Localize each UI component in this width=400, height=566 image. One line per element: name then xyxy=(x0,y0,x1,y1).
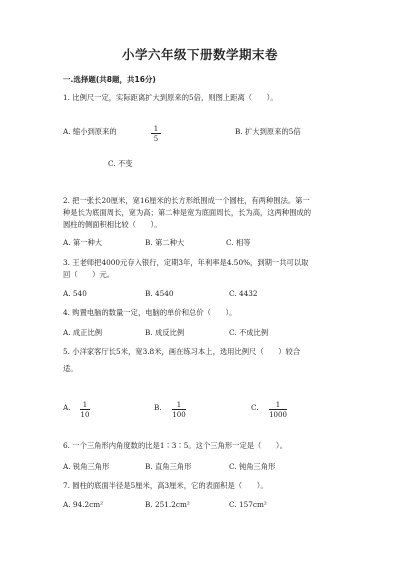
question-2-option-b: B. 第二种大 xyxy=(145,238,185,247)
question-4-option-b: B. 成反比例 xyxy=(145,328,185,337)
question-2-option-c: C. 相等 xyxy=(226,238,251,247)
question-4-option-c: C. 不成比例 xyxy=(229,328,269,337)
question-7-option-b: B. 251.2cm² xyxy=(145,500,190,509)
question-6-option-a: A. 锐角三角形 xyxy=(63,462,110,471)
question-3-stem-line-2: 回（ ）元。 xyxy=(63,270,115,279)
page-title: 小学六年级下册数学期末卷 xyxy=(121,47,278,62)
question-2-stem-line-1: 2. 把一张长20厘米，宽16厘米的长方形纸围成一个圆柱，有两种围法。第一 xyxy=(63,196,310,205)
question-3-option-c: C. 4432 xyxy=(229,289,258,298)
question-5-option-c: C. xyxy=(251,403,259,412)
question-2-option-a: A. 第一种大 xyxy=(63,238,103,247)
question-5-stem-line-2: 适。 xyxy=(63,364,78,373)
question-5-fraction-a: $\frac{1}{10}$ xyxy=(80,401,90,419)
question-2-stem-line-2: 种是长为底面周长，宽为高；第二种是宽为底面周长，长为高，这两种围成的 xyxy=(63,208,312,217)
section-heading: 一.选择题(共8题，共16分) xyxy=(63,75,156,84)
question-5-option-a: A. xyxy=(63,403,71,412)
question-1-option-b: B. 扩大到原来的5倍 xyxy=(235,127,301,136)
question-7-option-a: A. 94.2cm² xyxy=(63,500,104,509)
question-6-stem: 6. 一个三角形内角度数的比是1∶3∶5。这个三角形一定是（ ）。 xyxy=(63,441,287,450)
question-4-stem: 4. 购置电脑的数量一定，电脑的单价和总价（ ）。 xyxy=(63,308,237,317)
question-5-option-b: B. xyxy=(154,403,162,412)
question-7-stem: 7. 圆柱的底面半径是5厘米，高3厘米，它的表面积是（ ）。 xyxy=(63,481,268,490)
question-5-fraction-c: $\frac{1}{1000}$ xyxy=(269,401,287,419)
question-6-option-b: B. 直角三角形 xyxy=(145,462,192,471)
question-6-option-c: C. 钝角三角形 xyxy=(229,462,276,471)
question-3-option-b: B. 4540 xyxy=(145,289,174,298)
question-1-stem: 1. 比例尺一定，实际距离扩大到原来的5倍，则图上距离（ ）。 xyxy=(63,93,278,102)
question-3-stem-line-1: 3. 王老师把4000元存入银行，定期3年，年利率是4.50%，到期一共可以取 xyxy=(63,258,309,267)
question-4-option-a: A. 成正比例 xyxy=(63,328,103,337)
question-1-option-a: A. 缩小到原来的 xyxy=(63,127,117,136)
question-7-option-c: C. 157cm² xyxy=(229,500,267,509)
question-5-stem-line-1: 5. 小洋家客厅长5米，宽3.8米，画在练习本上，选用比例尺（ ）较合 xyxy=(63,347,301,356)
question-2-stem-line-3: 圆柱的侧面积相比较（ ）。 xyxy=(63,220,162,229)
question-3-option-a: A. 540 xyxy=(63,289,87,298)
question-1-fraction: $\frac{1}{5}$ xyxy=(151,125,161,143)
question-5-fraction-b: $\frac{1}{100}$ xyxy=(172,401,186,419)
question-1-option-c: C. 不变 xyxy=(108,159,133,168)
